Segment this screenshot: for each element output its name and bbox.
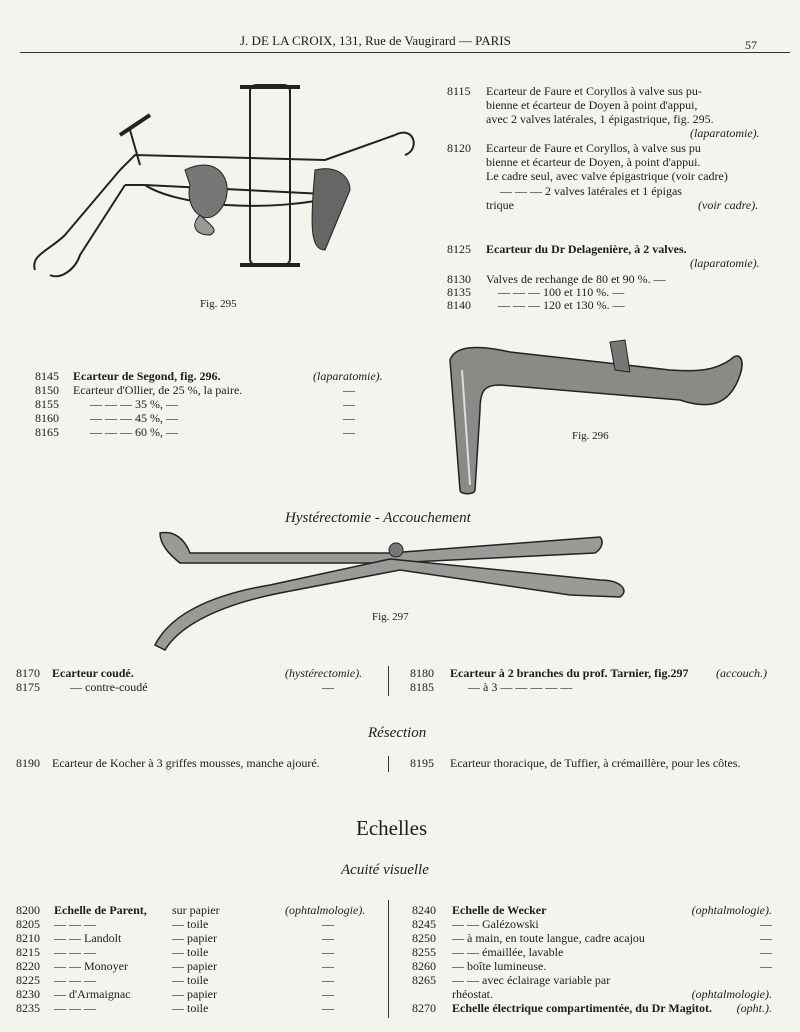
echelle-note: —: [322, 1001, 334, 1015]
item-number: 8115: [447, 84, 471, 98]
echelle-name: rhéostat.: [452, 987, 493, 1001]
item-8120-line1: Ecarteur de Faure et Coryllos, à valve sus pu: [486, 141, 701, 155]
echelle-material: — toile: [172, 973, 209, 987]
item-8155-text: — — — 35 %, —: [90, 397, 178, 411]
item-number: 8125: [447, 242, 471, 256]
echelle-name: — — émaillée, lavable: [452, 945, 564, 959]
item-8150-dash: —: [343, 383, 355, 397]
item-8165-dash: —: [343, 425, 355, 439]
item-number: 8175: [16, 680, 40, 694]
item-8150-text: Ecarteur d'Ollier, de 25 %, la paire.: [73, 383, 243, 397]
item-8140-text: — — — 120 et 130 %. —: [498, 298, 625, 312]
item-8190-text: Ecarteur de Kocher à 3 griffes mousses, manche ajouré.: [52, 756, 320, 770]
item-8115-line3: avec 2 valves latérales, 1 épigastrique, fig. 295.: [486, 112, 714, 126]
echelle-note: (ophtalmologie).: [691, 987, 772, 1001]
section-heading-hysterectomie: Hystérectomie - Accouchement: [285, 510, 471, 526]
echelle-name: — — avec éclairage variable par: [452, 973, 611, 987]
section-heading-acuite: Acuité visuelle: [341, 862, 429, 878]
page-number: 57: [745, 38, 757, 52]
header-rule: [20, 52, 790, 53]
item-number: 8190: [16, 756, 40, 770]
item-8155-dash: —: [343, 397, 355, 411]
column-divider: [388, 900, 389, 1018]
item-number: 8255: [412, 945, 436, 959]
item-8125-line1: Ecarteur du Dr Delagenière, à 2 valves.: [486, 242, 687, 256]
item-8120-line5: trique: [486, 198, 514, 212]
retractor-295-illustration: [25, 75, 435, 295]
figure-297-caption: Fig. 297: [372, 611, 409, 623]
item-8185-text: — à 3 — — — — —: [468, 680, 573, 694]
echelle-note: —: [760, 917, 772, 931]
echelle-name: — — Galézowski: [452, 917, 539, 931]
section-heading-echelles: Echelles: [356, 816, 428, 840]
figure-296-caption: Fig. 296: [572, 430, 609, 442]
item-8115-line2: bienne et écarteur de Doyen à point d'appui,: [486, 98, 698, 112]
echelle-material: — papier: [172, 959, 217, 973]
item-8160-text: — — — 45 %, —: [90, 411, 178, 425]
echelle-name: — — —: [54, 973, 96, 987]
echelle-name: — — Landolt: [54, 931, 122, 945]
item-number: 8145: [35, 369, 59, 383]
item-8115-line1: Ecarteur de Faure et Coryllos à valve sus pu-: [486, 84, 702, 98]
echelle-name: Echelle électrique compartimentée, du Dr Magitot.: [452, 1001, 713, 1015]
page-header: J. DE LA CROIX, 131, Rue de Vaugirard — PARIS: [240, 33, 511, 48]
item-number: 8135: [447, 285, 471, 299]
echelle-name: Echelle de Wecker: [452, 903, 547, 917]
item-8175-text: — contre-coudé: [70, 680, 148, 694]
item-number: 8270: [412, 1001, 436, 1015]
item-number: 8155: [35, 397, 59, 411]
item-number: 8200: [16, 903, 40, 917]
item-number: 8165: [35, 425, 59, 439]
echelle-note: (ophtalmologie).: [285, 903, 366, 917]
item-number: 8245: [412, 917, 436, 931]
echelle-name: — boîte lumineuse.: [452, 959, 547, 973]
item-number: 8205: [16, 917, 40, 931]
echelle-material: — papier: [172, 987, 217, 1001]
item-number: 8265: [412, 973, 436, 987]
echelle-note: —: [322, 931, 334, 945]
echelle-note: —: [322, 917, 334, 931]
item-number: 8170: [16, 666, 40, 680]
item-8145-note: (laparatomie).: [313, 369, 383, 383]
item-number: 8160: [35, 411, 59, 425]
item-number: 8150: [35, 383, 59, 397]
item-number: 8215: [16, 945, 40, 959]
echelle-material: — toile: [172, 1001, 209, 1015]
item-8120-note: (voir cadre).: [698, 198, 759, 212]
item-8120-line2: bienne et écarteur de Doyen, à point d'appui.: [486, 155, 701, 169]
echelle-note: (ophtalmologie).: [691, 903, 772, 917]
item-number: 8230: [16, 987, 40, 1001]
item-8130-text: Valves de rechange de 80 et 90 %. —: [486, 272, 666, 286]
item-number: 8180: [410, 666, 434, 680]
echelle-name: — — —: [54, 917, 96, 931]
item-8135-text: — — — 100 et 110 %. —: [498, 285, 625, 299]
item-number: 8240: [412, 903, 436, 917]
echelle-material: — papier: [172, 931, 217, 945]
figure-295-caption: Fig. 295: [200, 298, 237, 310]
item-8120-line3: Le cadre seul, avec valve épigastrique (voir cadre): [486, 169, 728, 183]
retractor-297-illustration: [150, 525, 630, 655]
retractor-296-illustration: [440, 330, 760, 500]
item-8195-text: Ecarteur thoracique, de Tuffier, à crémaillère, pour les côtes.: [450, 756, 741, 770]
item-number: 8195: [410, 756, 434, 770]
column-divider: [388, 666, 389, 696]
item-number: 8120: [447, 141, 471, 155]
echelle-note: —: [760, 959, 772, 973]
item-8115-note: (laparatomie).: [690, 126, 760, 140]
echelle-name: — à main, en toute langue, cadre acajou: [452, 931, 645, 945]
echelle-name: — — —: [54, 945, 96, 959]
echelle-note: (opht.).: [736, 1001, 772, 1015]
item-8170-text: Ecarteur coudé.: [52, 666, 134, 680]
echelle-name: Echelle de Parent,: [54, 903, 147, 917]
echelle-material: — toile: [172, 917, 209, 931]
echelle-note: —: [322, 959, 334, 973]
echelle-material: sur papier: [172, 903, 220, 917]
item-8175-dash: —: [322, 680, 334, 694]
echelle-material: — toile: [172, 945, 209, 959]
item-8180-text: Ecarteur à 2 branches du prof. Tarnier, fig.297: [450, 666, 689, 680]
item-number: 8225: [16, 973, 40, 987]
item-8165-text: — — — 60 %, —: [90, 425, 178, 439]
item-8145-text: Ecarteur de Segond, fig. 296.: [73, 369, 221, 383]
echelle-note: —: [760, 945, 772, 959]
column-divider: [388, 756, 389, 772]
echelle-note: —: [760, 931, 772, 945]
item-number: 8130: [447, 272, 471, 286]
item-8170-note: (hystérectomie).: [285, 666, 363, 680]
item-number: 8140: [447, 298, 471, 312]
item-8160-dash: —: [343, 411, 355, 425]
item-number: 8250: [412, 931, 436, 945]
item-number: 8260: [412, 959, 436, 973]
item-number: 8220: [16, 959, 40, 973]
section-heading-resection: Résection: [368, 725, 427, 741]
echelle-name: — — —: [54, 1001, 96, 1015]
item-8125-note: (laparatomie).: [690, 256, 760, 270]
item-number: 8185: [410, 680, 434, 694]
echelle-note: —: [322, 987, 334, 1001]
echelle-note: —: [322, 973, 334, 987]
item-8120-line4: — — — 2 valves latérales et 1 épigas: [500, 184, 682, 198]
echelle-name: — — Monoyer: [54, 959, 128, 973]
item-8180-note: (accouch.): [716, 666, 767, 680]
echelle-note: —: [322, 945, 334, 959]
item-number: 8210: [16, 931, 40, 945]
echelle-name: — d'Armaignac: [54, 987, 131, 1001]
item-number: 8235: [16, 1001, 40, 1015]
